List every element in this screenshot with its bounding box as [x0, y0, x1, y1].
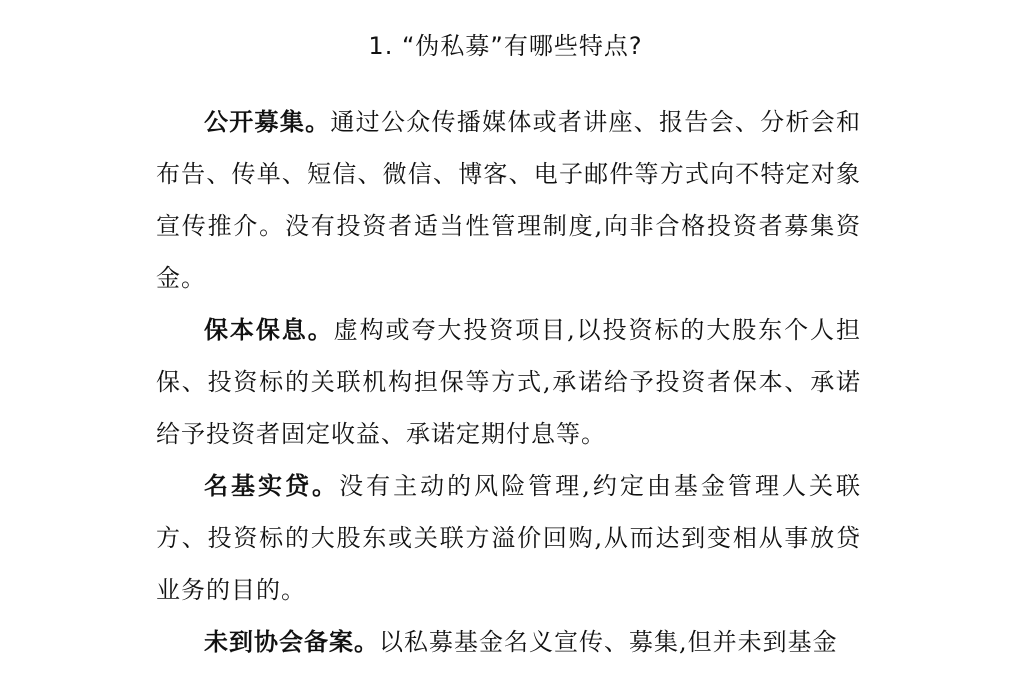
paragraph-not-registered	[156, 616, 861, 668]
paragraph-text: 虚构或夸大投资项目,以投资标的大股东个人担保、投资标的关联机构担保等方式,承诺给予投资者保本、承诺给予投资者固定收益、承诺定期付息等。	[156, 316, 861, 448]
paragraph-text: 通过公众传播媒体或者讲座、报告会、分析会和布告、传单、短信、微信、博客、电子邮件等方式向不特定对象宣传推介。没有投资者适当性管理制度,向非合格投资者募集资金。	[156, 108, 862, 292]
paragraph-lead: 未到协会备案。	[204, 627, 379, 656]
paragraph-disguised-loan	[156, 460, 861, 616]
paragraph-text: 以私募基金名义宣传、募集,但并未到基金	[379, 628, 838, 656]
paragraph-lead: 保本保息。	[204, 315, 334, 344]
paragraph-lead: 公开募集。	[204, 107, 331, 136]
paragraph-public-offering	[156, 96, 861, 304]
paragraph-text: 没有主动的风险管理,约定由基金管理人关联方、投资标的大股东或关联方溢价回购,从而达到变相从事放贷业务的目的。	[156, 472, 861, 604]
paragraph-lead: 名基实贷。	[204, 471, 340, 500]
document-title: 1. “伪私募”有哪些特点?	[368, 32, 643, 60]
document-body	[156, 96, 861, 668]
paragraph-guaranteed-return	[156, 304, 861, 460]
